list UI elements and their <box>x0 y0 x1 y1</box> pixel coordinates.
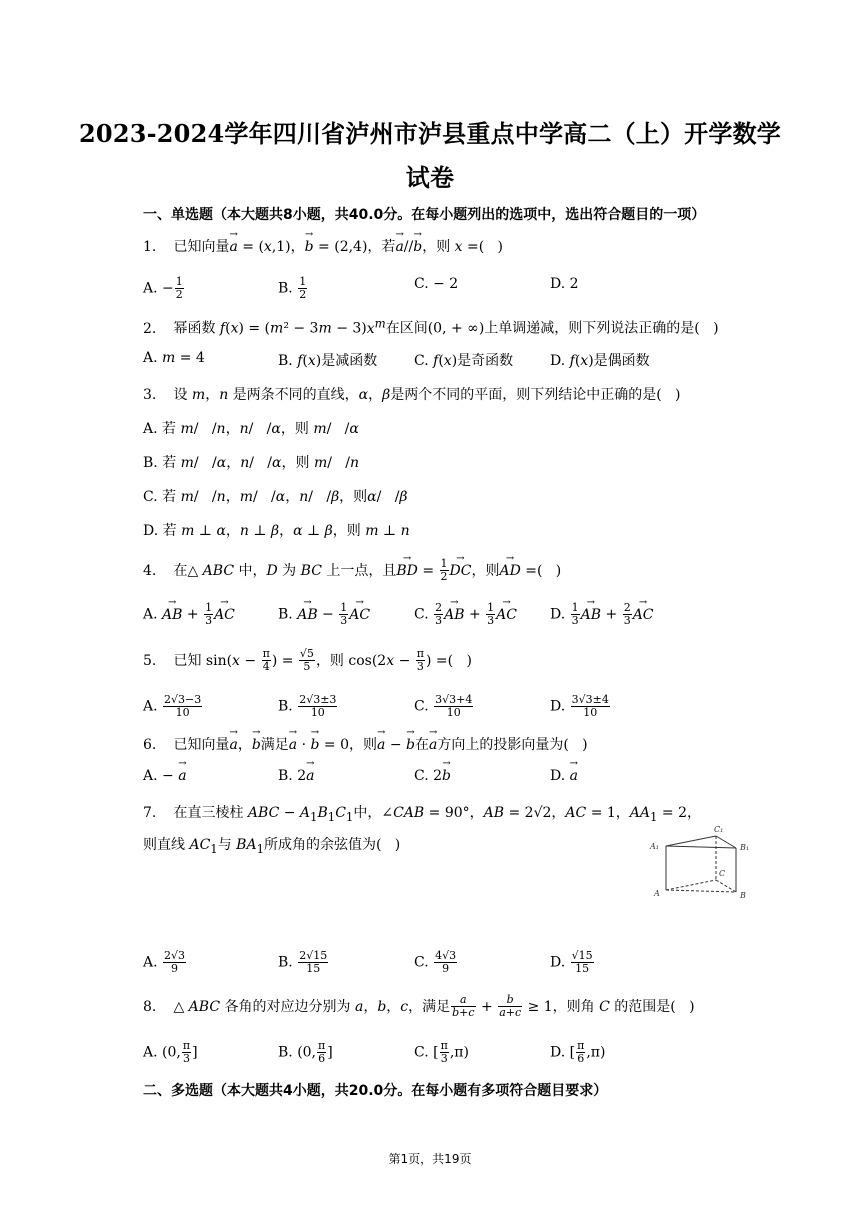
q5-option-a: A. $\frac{2√3-3}{10}$ <box>143 693 202 719</box>
q4-option-b: B. → AB − $\frac{1}{3}$ → AC <box>278 602 370 627</box>
q2-option-c: C. f(x)是奇函数 <box>414 353 514 369</box>
q7-option-b: B. $\frac{2√15}{15}$ <box>278 949 328 975</box>
q7-option-c: C. $\frac{4√3}{9}$ <box>414 949 457 975</box>
q8-option-a: A. (0, $\frac{\pi}{3}$ ] <box>143 1039 198 1065</box>
label-c1: C₁ <box>714 826 724 834</box>
q5-option-d: D. $\frac{3√3\pm 4}{10}$ <box>550 693 609 719</box>
section-single-choice: 一、单选题（本大题共8小题，共40.0分。在每小题列出的选项中，选出符合题目的一项） <box>143 207 706 223</box>
q4-option-a: A. → AB + $\frac{1}{3}$ → AC <box>143 602 235 627</box>
edge-a1b1 <box>666 846 736 848</box>
section-multiple-choice: 二、多选题（本大题共4小题，共20.0分。在每小题有多项符合题目要求） <box>143 1083 608 1099</box>
edge-ac <box>666 880 716 890</box>
q2-option-d: D. f(x)是偶函数 <box>550 353 650 369</box>
q1-option-c: C. − 2 <box>414 276 459 292</box>
q4-option-d: D. $\frac{1}{3}$ → AB + $\frac{2}{3}$ → AC <box>550 602 654 627</box>
question-7 <box>143 802 701 824</box>
question-6 <box>143 734 588 754</box>
q6-option-a: A. − → a <box>143 768 187 784</box>
q6-option-c: C. 2→ b <box>414 768 451 784</box>
question-number: 5. <box>143 652 157 669</box>
question-number: 4. <box>143 562 157 579</box>
q1-option-b: B. $\frac{1}{2}$ <box>278 275 307 301</box>
edge-cb <box>716 880 736 892</box>
q8-option-b: B. (0, $\frac{\pi}{6}$ ] <box>278 1039 333 1065</box>
question-number: 7. <box>143 805 157 821</box>
question-text: 已知向量→ a，→ b满足→ a · → b = 0，则→ a − → b在→ a方向上的投影向量为( ) <box>173 737 587 753</box>
doc-title-line1: 2023-2024学年四川省泸州市泸县重点中学高二（上）开学数学 <box>79 119 781 148</box>
q5-option-c: C. $\frac{3√3+4}{10}$ <box>414 693 473 719</box>
doc-title-line2: 试卷 <box>405 163 455 192</box>
question-text: 幂函数 $f(x) = (m^2 - 3m - 3)x^m$在区间(0, + ∞)上单调递减，则下列说法正确的是( ) <box>173 316 719 337</box>
label-b: B <box>740 891 746 900</box>
q6-option-b: B. 2→ a <box>278 768 314 784</box>
q7-option-d: D. $\frac{√15}{15}$ <box>550 949 593 975</box>
question-8 <box>143 994 695 1019</box>
label-c: C <box>719 869 726 878</box>
q1-option-a: A. − $\frac{1}{2}$ <box>143 275 183 301</box>
prism-figure <box>644 826 754 906</box>
question-number: 2. <box>143 320 157 337</box>
question-text: 已知向量→ a = (x,1)，→ b = (2,4)，若→ a//→ b，则 x =( ) <box>173 239 503 255</box>
label-a: A <box>654 889 660 898</box>
question-number: 8. <box>143 998 157 1015</box>
edge-ab <box>666 890 736 892</box>
q8-option-d: D. [ $\frac{\pi}{6}$ ,π) <box>550 1039 606 1065</box>
edge-c1b1 <box>716 836 736 848</box>
question-number: 3. <box>143 387 157 403</box>
question-text: 设 m，n 是两条不同的直线，α，β是两个不同的平面，则下列结论中正确的是( ) <box>173 387 681 403</box>
q2-option-a: A. m = 4 <box>143 350 205 366</box>
q3-option-a: A. 若 m/ /n，n/ /α，则 m/ /α <box>143 421 359 437</box>
q2-option-b: B. f(x)是减函数 <box>278 353 378 369</box>
q5-option-b: B. $\frac{2√3\pm 3}{10}$ <box>278 693 337 719</box>
question-text: 已知 sin(x − $\frac{\pi}{4}$ ) = $\frac{√5}{5}$ ，则 cos(2x − $\frac{\pi}{3}$ ) =( ) <box>173 647 472 673</box>
question-7-line2: 则直线 $AC_1$与 $BA_1$所成角的余弦值为( ) <box>143 837 401 856</box>
question-number: 1. <box>143 239 157 255</box>
question-number: 6. <box>143 737 157 753</box>
q3-option-b: B. 若 m/ /α，n/ /α，则 m/ /n <box>143 455 360 471</box>
label-b1: B₁ <box>740 843 750 852</box>
q8-option-c: C. [ $\frac{\pi}{3}$ ,π) <box>414 1039 469 1065</box>
question-5 <box>143 648 472 673</box>
question-text: △ ABC 各角的对应边分别为 a，b，c，满足 $\frac{a}{b+c}$ + $\frac{b}{a+c}$ ≥ 1，则角 C 的范围是( ) <box>173 993 695 1019</box>
q1-option-d: D. 2 <box>550 276 579 292</box>
question-1 <box>143 236 503 256</box>
question-4 <box>143 558 561 583</box>
question-3 <box>143 384 681 404</box>
edge-a1c1 <box>666 836 716 846</box>
q3-option-d: D. 若 m ⊥ α，n ⊥ β，α ⊥ β，则 m ⊥ n <box>143 523 410 539</box>
question-text: 在△ ABC 中，D 为 BC 上一点，且→ BD = $\frac{1}{2}$ → DC，则→ AD =( ) <box>173 563 561 579</box>
question-text: 在直三棱柱 ABC − $A_1B_1C_1$中，∠CAB = 90°，AB = 2√2，AC = 1，$AA_1 = 2$， <box>173 805 701 824</box>
q3-option-c: C. 若 m/ /n，m/ /α，n/ /β，则α/ /β <box>143 489 408 505</box>
page-footer: 第1页，共19页 <box>388 1152 472 1166</box>
q6-option-d: D. → a <box>550 768 578 784</box>
q7-option-a: A. $\frac{2√3}{9}$ <box>143 949 186 975</box>
q4-option-c: C. $\frac{2}{3}$ → AB + $\frac{1}{3}$ → AC <box>414 602 517 627</box>
question-2 <box>143 316 719 338</box>
label-a1: A₁ <box>650 842 659 851</box>
